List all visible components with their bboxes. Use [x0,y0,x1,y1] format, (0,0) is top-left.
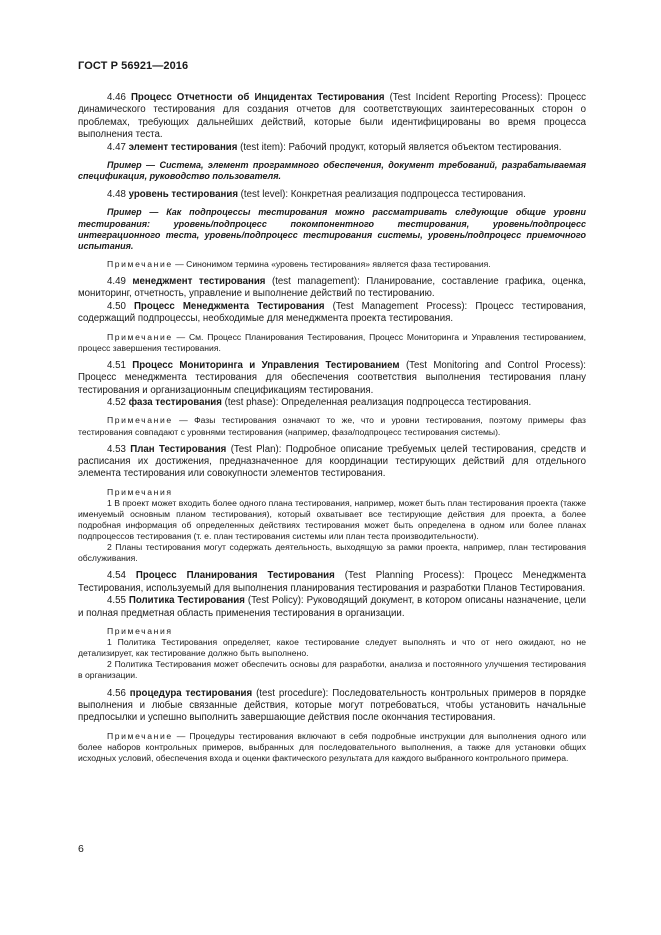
note-label: Примечание [107,415,173,426]
notes-heading-4-53: Примечания [107,486,173,497]
note-4-53-1: 1 В проект может входить более одного плана тестирования, например, может быть план тестирования проекта (также именуемый основным планом тестирования), который охватывает все тестирующие действия для проекта, а более подробная информация об определенных действиях тестирования может быть определена в одном или более планах подпроцессов тестирования (т. е. план тестирования системы или план теста производительности). [78,497,586,542]
note-4-52 [78,415,586,437]
term-entry-4-56 [78,688,586,725]
entry-number: 4.48 [107,188,126,200]
example-4-47: Пример — Система, элемент программного обеспечения, документ требований, разрабатываемая спецификация, руководство пользователя. [78,160,586,182]
note-4-50 [78,332,586,354]
term-definition: (test management): Планирование, составление графика, оценка, мониторинг, отчетность, управление и выполнение действий по тестированию. [78,275,586,300]
term-entry-4-50 [78,301,586,326]
entry-number: 4.46 [107,92,126,103]
note-label: Примечание [107,258,173,269]
entry-number: 4.53 [107,443,126,455]
note-label: Примечание [107,730,173,741]
term-entry-4-55 [78,595,586,620]
term-definition: (test procedure): Последовательность контрольных примеров в порядке выполнения и любые связанные действия, которые могут потребоваться, чтобы установить начальные предпосылки и успешно выполнить завершающие действия после окончания тестирования. [78,687,586,724]
note-text: — Синонимом термина «уровень тестирования» является фаза тестирования. [172,258,491,269]
page-body [78,92,586,764]
entry-number: 4.56 [107,687,126,699]
note-text: — Процедуры тестирования включают в себя подробные инструкции для выполнения одного или более наборов контрольных примеров, выбранных для последовательного выполнения, а также для установки общих исходных условий, обеспечения входа и оценки фактического результата для каждого выбранного контрольного примера. [78,730,586,763]
term-title: Процесс Менеджмента Тестирования [133,300,325,312]
term-title: Процесс Планирования Тестирования [135,570,335,582]
term-definition: (Test Planning Process): Процесс Менеджмента Тестирования, используемый для выполнения планирования тестирования и разработки Планов Тестирования. [78,570,586,594]
term-title: менеджмент тестирования [132,275,266,287]
term-title: элемент тестирования [128,141,238,153]
term-definition: (Test Plan): Подробное описание требуемых целей тестирования, средств и расписания их достижения, предназначенное для координации тестирующих действий для отдельного элемента тестирования или совокупности элементов тестирования. [78,443,586,480]
entry-number: 4.52 [107,397,126,408]
term-definition: (test item): Рабочий продукт, который является объектом тестирования. [237,141,562,153]
term-definition: (Test Incident Reporting Process): Процесс динамического тестирования для создания отчетов для соответствующих заинтересованных сторон о проблемах, требующих дальнейших действий, которые были идентифицированы во время процесса выполнения теста. [78,92,586,141]
term-entry-4-49 [78,276,586,301]
term-definition: (Test Monitoring and Control Process): Процесс менеджмента тестирования для обеспечения соответствия выполнения тестирования плану тестирования и организационным спецификациям тестирования. [78,359,586,396]
note-4-55-1: 1 Политика Тестирования определяет, какое тестирование следует выполнять и что от него ожидают, но не детализирует, как тестирование должно быть выполнено. [78,637,586,659]
note-4-56 [78,731,586,764]
standard-header: ГОСТ Р 56921—2016 [78,60,189,72]
term-title: уровень тестирования [128,188,238,200]
term-title: План Тестирования [130,443,227,455]
term-title: процедура тестирования [129,687,253,699]
term-title: фаза тестирования [128,397,222,408]
term-title: Процесс Мониторинга и Управления Тестированием [132,359,400,371]
notes-heading-4-55: Примечания [107,626,173,637]
entry-number: 4.55 [107,595,126,607]
term-entry-4-53 [78,444,586,481]
term-entry-4-47 [78,142,586,154]
term-entry-4-51 [78,360,586,397]
entry-number: 4.51 [107,359,126,371]
term-definition: (test level): Конкретная реализация подпроцесса тестирования. [237,188,526,200]
term-entry-4-46 [78,92,586,142]
note-4-55-2: 2 Политика Тестирования может обеспечить основы для разработки, анализа и постоянного улучшения тестирования в организации. [78,659,586,681]
note-text: — Фазы тестирования означают то же, что и уровни тестирования, поэтому примеры фаз тестирования совпадают с уровнями тестирования (например, фаза/подпроцесс тестирования системы). [78,415,586,437]
note-4-48 [78,259,586,270]
note-text: — См. Процесс Планирования Тестирования, Процесс Мониторинга и Управления тестированием, процесс завершения тестирования. [78,331,586,353]
example-4-48: Пример — Как подпроцессы тестирования можно рассматривать следующие общие уровни тестирования: уровень/подпроцесс покомпонентного тестирования, уровень/подпроцесс интеграционного теста, уровень/подпроцесс тестирования системы, уровень/подпроцесс приемочного испытания. [78,207,586,252]
term-title: Процесс Отчетности об Инцидентах Тестирования [130,92,385,103]
term-definition: (Test Policy): Руководящий документ, в котором описаны назначение, цели и полная предметная область применения тестирования в организации. [78,595,586,619]
page-number: 6 [78,843,84,855]
term-title: Политика Тестирования [128,595,245,607]
note-label: Примечание [107,331,173,342]
term-entry-4-54 [78,570,586,595]
term-definition: (test phase): Определенная реализация подпроцесса тестирования. [221,397,532,408]
term-entry-4-48 [78,189,586,201]
note-4-53-2: 2 Планы тестирования могут содержать деятельность, выходящую за рамки проекта, например, план тестирования обслуживания. [78,542,586,564]
term-entry-4-52 [78,397,586,409]
term-definition: (Test Management Process): Процесс тестирования, содержащий подпроцессы, необходимые для менеджмента проекта тестирования. [78,300,586,325]
entry-number: 4.54 [107,570,126,582]
entry-number: 4.50 [107,300,126,312]
entry-number: 4.47 [107,141,126,153]
entry-number: 4.49 [107,275,126,287]
